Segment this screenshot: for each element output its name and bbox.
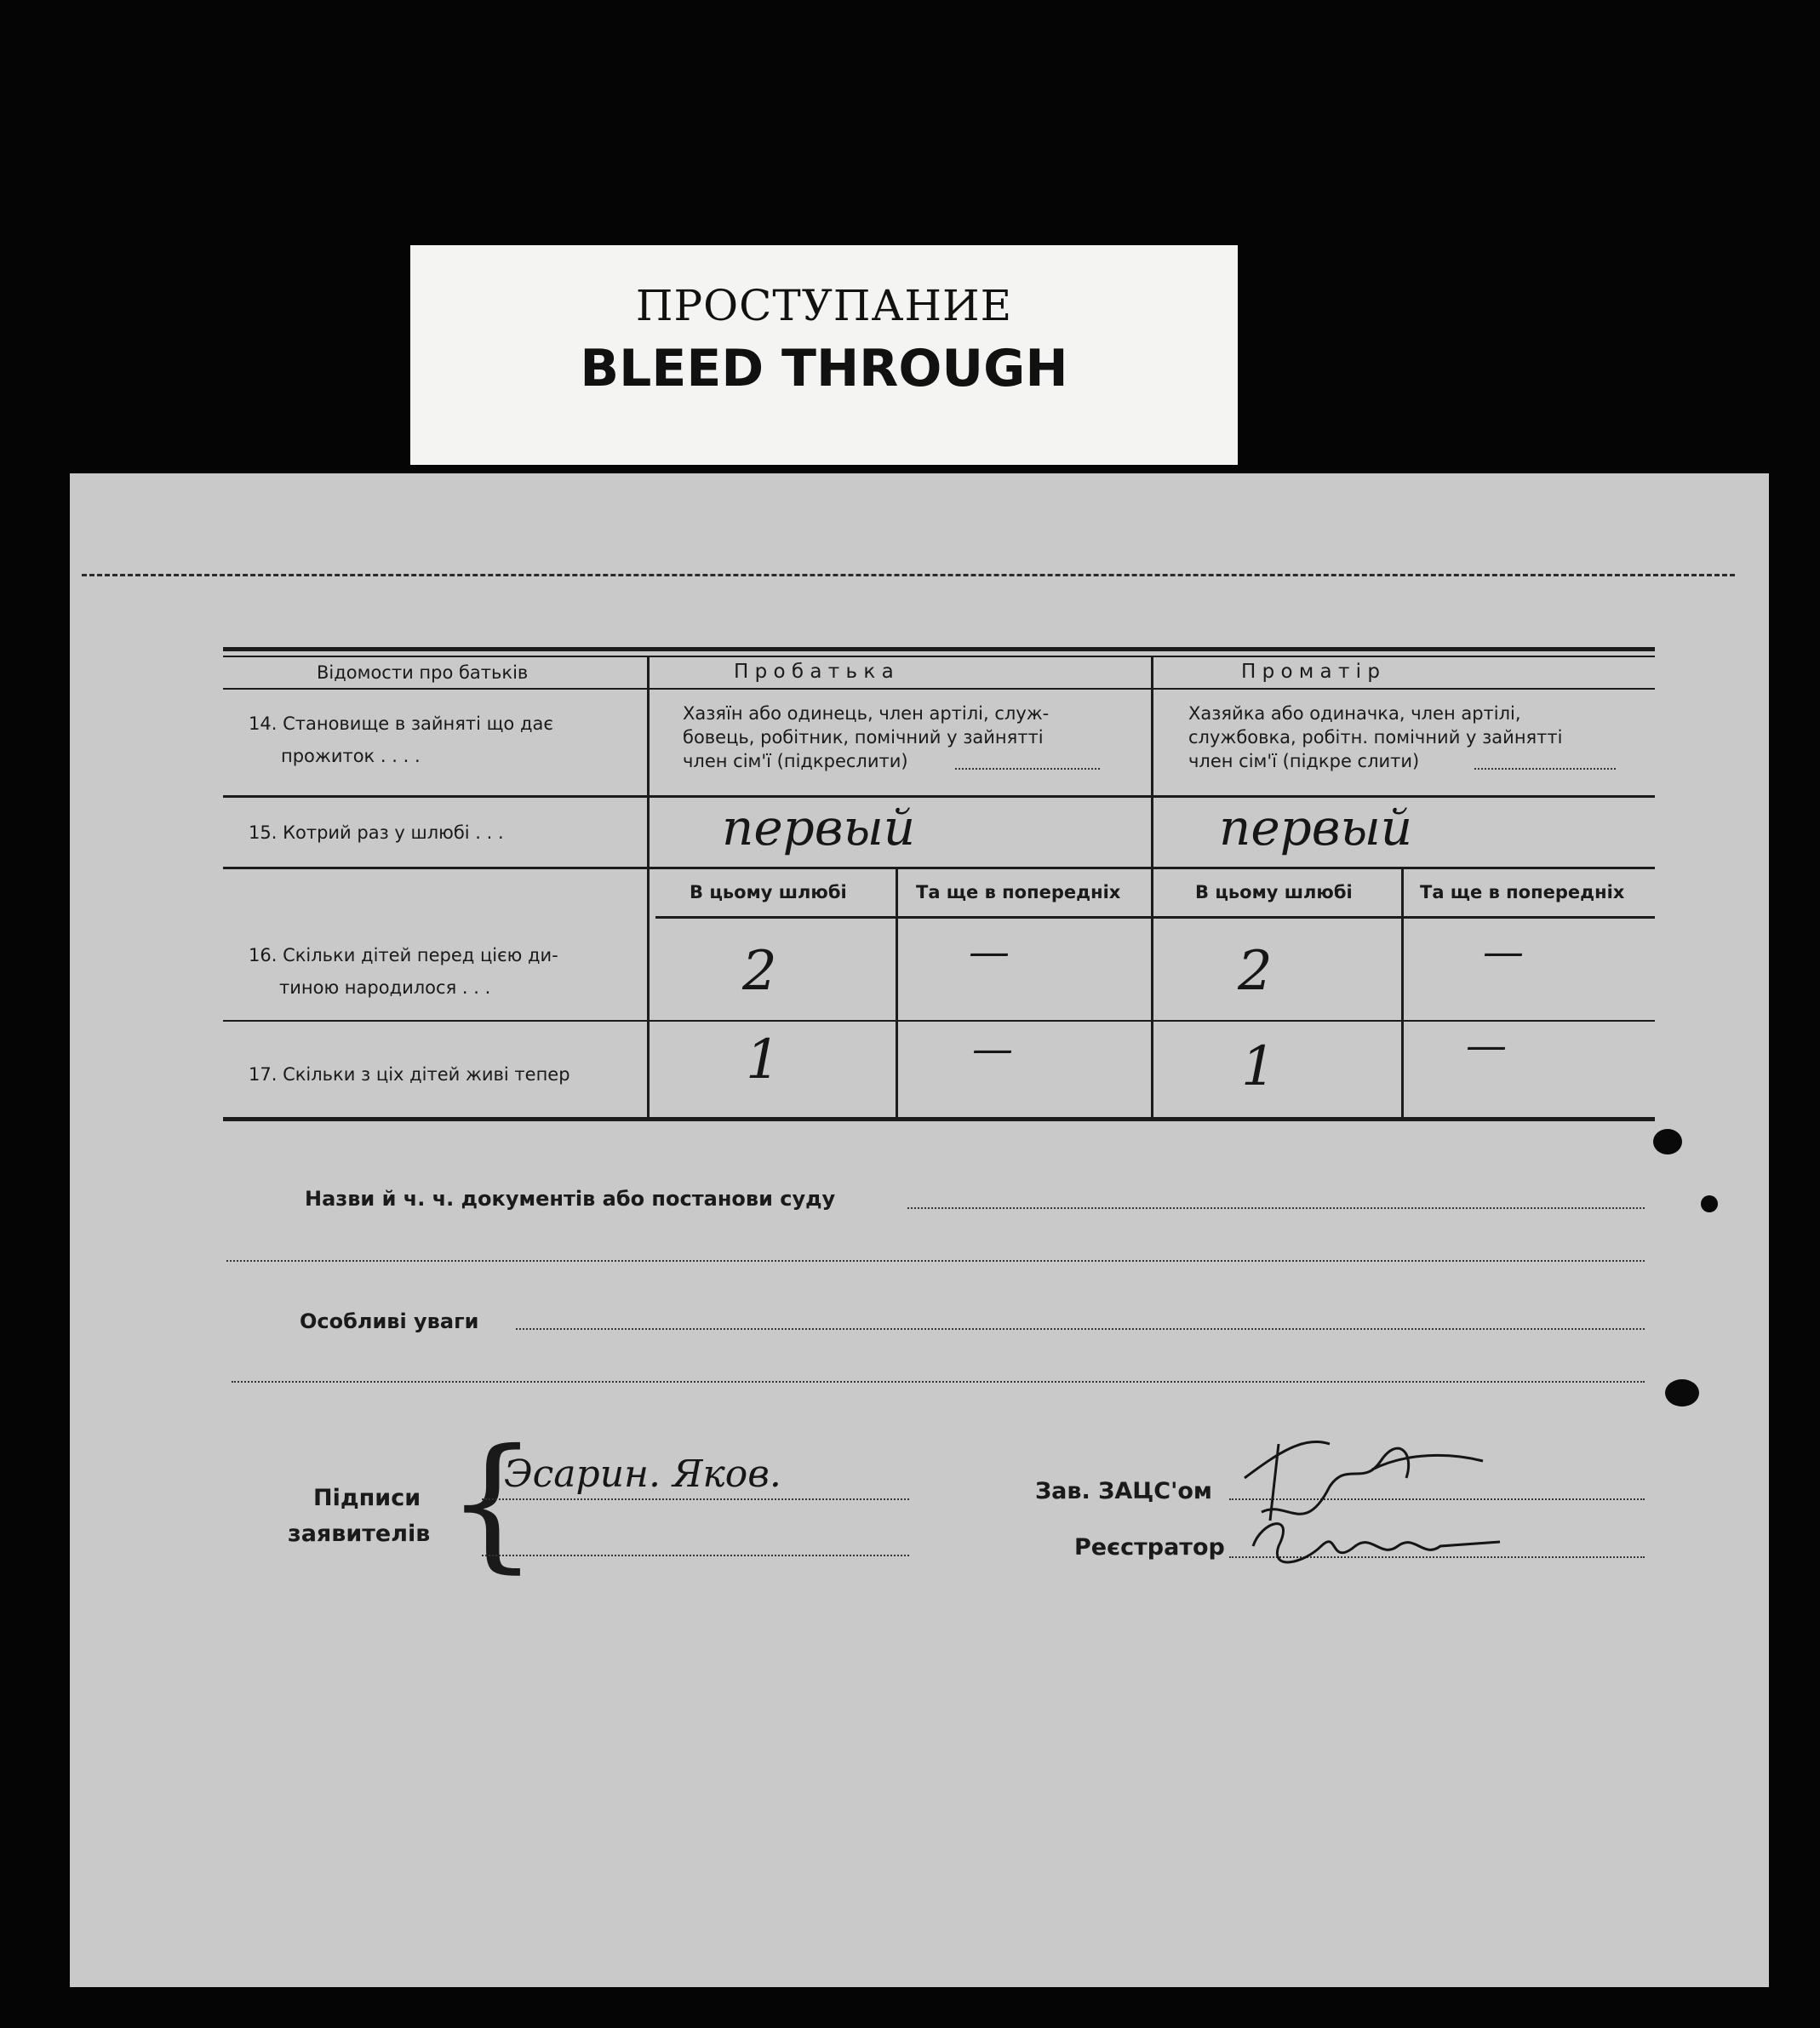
row16-label-line2: тиною народилося . . .	[279, 977, 491, 998]
damage-hole	[1701, 1195, 1718, 1212]
row14-mother-line3: член сім'ї (підкре слити)	[1188, 751, 1420, 771]
header-parents-info: Відомости про батьків	[317, 662, 529, 683]
row14-father-line1: Хазяїн або одинець, член артілі, служ-	[683, 703, 1050, 724]
row14-mother-dots	[1474, 768, 1616, 770]
header-mother: П р о м а т і р	[1241, 661, 1380, 683]
table-bottom-border	[223, 1117, 1655, 1121]
header-father: П р о б а т ь к а	[734, 661, 894, 683]
row17-mother-this: 1	[1241, 1035, 1276, 1098]
row16-label-line1: 16. Скільки дітей перед цією ди-	[249, 945, 558, 965]
row14-label-line2: прожиток . . . .	[281, 746, 421, 766]
row14-father-line2: бовець, робітник, помічний у зайнятті	[683, 727, 1044, 748]
row17-father-prev: —	[972, 1025, 1013, 1073]
subheader-divider	[655, 916, 1655, 919]
documents-dots-line2	[226, 1260, 1645, 1262]
documents-label: Назви й ч. ч. документів або постанови суду	[305, 1187, 836, 1211]
row16-divider	[223, 1020, 1655, 1022]
row15-divider	[223, 867, 1655, 869]
row15-mother-value: первый	[1219, 799, 1413, 856]
banner-russian-text: ПРОСТУПАНИЕ	[635, 281, 1013, 330]
head-zags-signature	[1228, 1418, 1568, 1589]
head-zags-label: Зав. ЗАЦС'ом	[1035, 1478, 1212, 1504]
document-page	[70, 473, 1769, 1987]
damage-hole	[1653, 1129, 1682, 1154]
row16-mother-this: 2	[1238, 940, 1273, 1003]
documents-dots	[907, 1207, 1645, 1209]
applicant-signature: Эсарин. Яков.	[504, 1452, 781, 1496]
notes-label: Особливі уваги	[300, 1309, 479, 1333]
parents-info-table	[223, 647, 1655, 1122]
col-divider-father-sub	[896, 869, 898, 1120]
row14-father-line3: член сім'ї (підкреслити)	[683, 751, 908, 771]
col-divider-mother-sub	[1401, 869, 1404, 1120]
table-top-border-thin	[223, 656, 1655, 657]
subheader-mother-prev: Та ще в попередніх	[1420, 882, 1625, 902]
row15-label: 15. Котрий раз у шлюбі . . .	[249, 822, 504, 843]
subheader-mother-this: В цьому шлюбі	[1195, 882, 1353, 902]
row14-mother-line1: Хазяйка або одиначка, член артілі,	[1188, 703, 1521, 724]
row15-father-value: первый	[722, 799, 916, 856]
subheader-father-this: В цьому шлюбі	[690, 882, 847, 902]
perforation-line	[82, 574, 1735, 576]
bleed-through-banner	[410, 245, 1238, 465]
notes-dots	[516, 1328, 1645, 1330]
row16-father-this: 2	[742, 940, 777, 1003]
row17-father-this: 1	[746, 1028, 781, 1091]
table-header-divider	[223, 688, 1655, 690]
table-top-border	[223, 647, 1655, 651]
col-divider-labels	[647, 656, 650, 1120]
row14-mother-line2: службовка, робітн. помічний у зайнятті	[1188, 727, 1563, 748]
registrar-label: Реєстратор	[1074, 1534, 1225, 1561]
applicant-signature-line2	[482, 1555, 909, 1556]
row16-mother-prev: —	[1483, 928, 1524, 976]
banner-english-text: BLEED THROUGH	[580, 339, 1068, 398]
row17-label: 17. Скільки з ціх дітей живі тепер	[249, 1064, 570, 1085]
row17-mother-prev: —	[1466, 1022, 1507, 1069]
row14-label-line1: 14. Становище в зайняті що дає	[249, 713, 553, 734]
signatures-label-line1: Підписи	[313, 1485, 421, 1511]
row14-divider	[223, 795, 1655, 798]
row14-father-dots	[955, 768, 1100, 770]
row16-father-prev: —	[969, 928, 1010, 976]
subheader-father-prev: Та ще в попередніх	[916, 882, 1121, 902]
damage-hole	[1665, 1379, 1699, 1406]
col-divider-parents	[1151, 656, 1153, 1120]
applicant-signature-line1	[482, 1498, 909, 1500]
signatures-brace: {	[446, 1418, 539, 1587]
notes-dots-line2	[232, 1381, 1645, 1383]
signatures-label-line2: заявителів	[288, 1521, 431, 1547]
